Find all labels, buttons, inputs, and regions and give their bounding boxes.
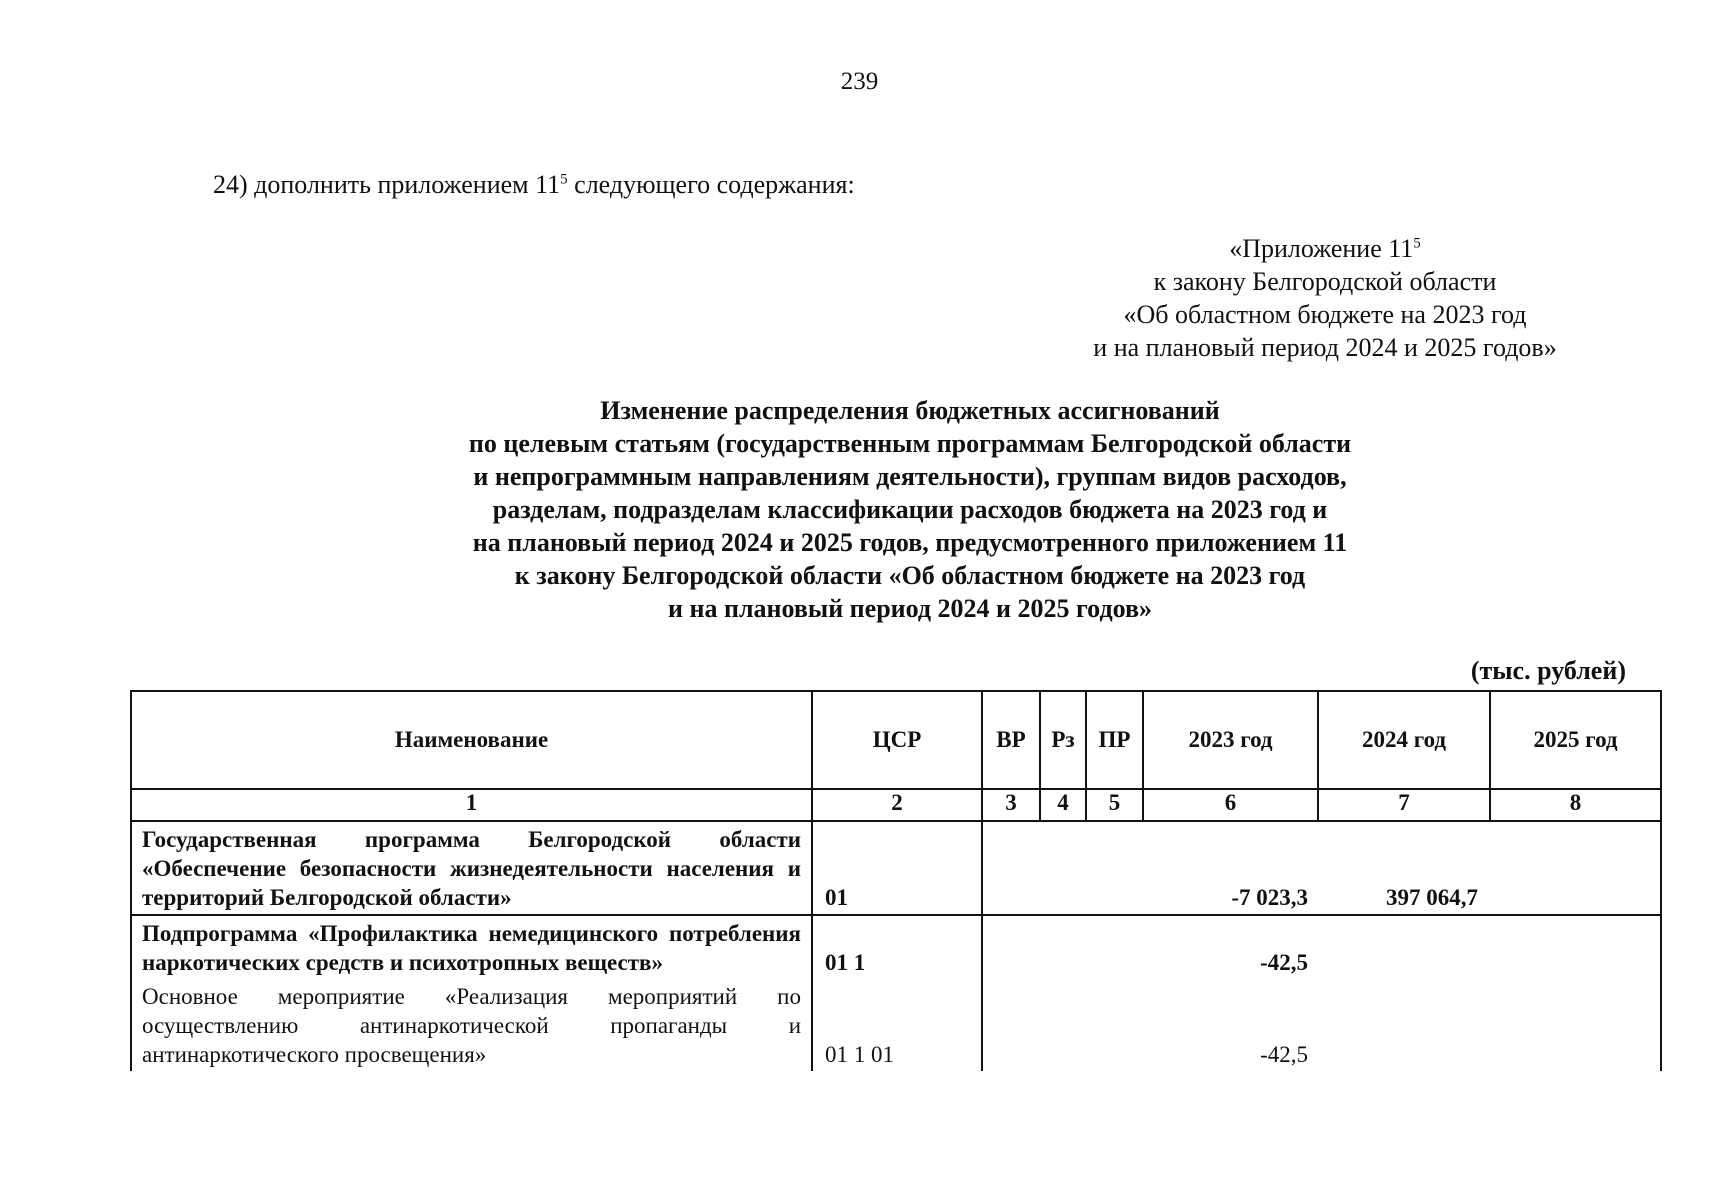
title-line: Изменение распределения бюджетных ассигнований [600,396,1220,425]
value-2023: -42,5 [1260,1042,1308,1067]
appendix-line-4: и на плановый период 2024 и 2025 годов» [1093,333,1557,362]
column-number-row [131,789,1661,821]
row-name: Государственная программа Белгородской области «Обеспечение безопасности жизнедеятельности населения и территорий Белгородской области» [131,821,812,915]
column-number: 2 [812,789,982,821]
value-2023: -7 023,3 [1231,885,1308,910]
appendix-header [1000,232,1650,364]
amendment-text-before: 24) дополнить приложением 11 [213,170,561,199]
header-csr: ЦСР [812,691,982,789]
row-values [982,915,1661,979]
document-title [150,394,1670,625]
header-name: Наименование [131,691,812,789]
header-2025: 2025 год [1490,691,1661,789]
title-line: разделам, подразделам классификации расходов бюджета на 2023 год и [492,495,1328,524]
header-rz: Рз [1040,691,1086,789]
header-pr: ПР [1086,691,1143,789]
column-number: 7 [1318,789,1490,821]
title-line: к закону Белгородской области «Об областном бюджете на 2023 год [514,561,1306,590]
table-row [131,979,1661,1071]
column-number: 6 [1143,789,1318,821]
row-csr: 01 [812,821,982,915]
header-2023: 2023 год [1143,691,1318,789]
value-2024: 397 064,7 [1386,885,1478,910]
title-line: и на плановый период 2024 и 2025 годов» [668,594,1152,623]
table-row [131,821,1661,915]
row-csr: 01 1 [812,915,982,979]
column-number: 5 [1086,789,1143,821]
row-values [982,979,1661,1071]
appendix-line-2: к закону Белгородской области [1153,267,1497,296]
row-name: Подпрограмма «Профилактика немедицинского потребления наркотических средств и психотропных веществ» [131,915,812,979]
appendix-line-1 [1000,232,1650,265]
row-csr: 01 1 01 [812,979,982,1071]
amendment-text-after: следующего содержания: [567,170,855,199]
title-line: на плановый период 2024 и 2025 годов, предусмотренного приложением 11 [472,528,1348,557]
column-number: 1 [131,789,812,821]
row-name: Основное мероприятие «Реализация мероприятий по осуществлению антинаркотической пропаганды и антинаркотического просвещения» [131,979,812,1071]
value-2023: -42,5 [1260,950,1308,975]
appendix-superscript: 5 [1413,235,1421,252]
budget-table [130,690,1662,1071]
amendment-line [213,170,855,200]
page-number: 239 [840,68,879,95]
title-line: и непрограммным направлениям деятельности), группам видов расходов, [473,462,1347,491]
header-2024: 2024 год [1318,691,1490,789]
table-row [131,915,1661,979]
units-label: (тыс. рублей) [1470,656,1626,685]
table-header-row [131,691,1661,789]
column-number: 4 [1040,789,1086,821]
appendix-title: «Приложение 11 [1229,234,1414,263]
column-number: 3 [982,789,1040,821]
row-values [982,821,1661,915]
column-number: 8 [1490,789,1661,821]
appendix-line-3: «Об областном бюджете на 2023 год [1123,300,1527,329]
header-vr: ВР [982,691,1040,789]
amendment-superscript: 5 [560,171,568,188]
title-line: по целевым статьям (государственным программам Белгородской области [468,429,1352,458]
